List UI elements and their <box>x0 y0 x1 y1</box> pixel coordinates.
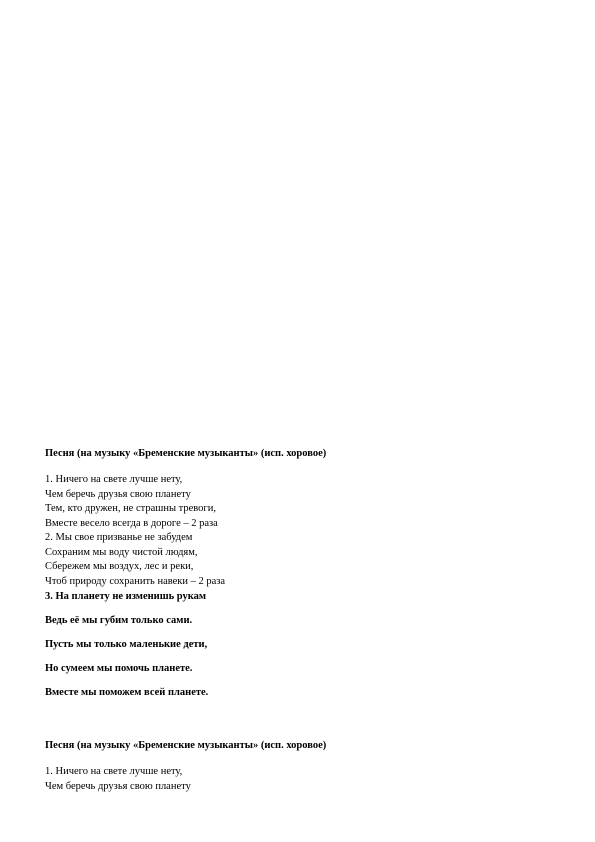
lyric-line: Тем, кто дружен, не страшны тревоги, <box>45 503 216 514</box>
bold-lyric-line: Но сумеем мы помочь планете. <box>45 663 193 674</box>
lyric-line: Чем беречь друзья свою планету <box>45 488 191 500</box>
lyric-line: 1. Ничего на свете лучше нету, <box>45 474 183 485</box>
lyric-line: 1. Ничего на свете лучше нету, <box>45 766 183 777</box>
bold-lyric-line: Пусть мы только маленькие дети, <box>45 639 208 650</box>
song-section-1 <box>45 447 565 710</box>
lyric-line: Чтоб природу сохранить навеки – 2 раза <box>45 575 226 587</box>
bold-lyric-line: 3. На планету не изменишь рукам <box>45 591 206 602</box>
bold-lyric-line: Ведь её мы губим только сами. <box>45 615 193 626</box>
lyric-line: Чем беречь друзья свою планету <box>45 780 191 792</box>
song-heading: Песня (на музыку «Бременские музыканты» (исп. хоровое) <box>45 740 327 751</box>
lyric-line: Вместе весело всегда в дороге – 2 раза <box>45 517 218 529</box>
lyric-line: 2. Мы свое призванье не забудем <box>45 532 193 543</box>
bold-lyric-line: Вместе мы поможем всей планете. <box>45 687 209 698</box>
song-heading: Песня (на музыку «Бременские музыканты» (исп. хоровое) <box>45 448 327 459</box>
lyric-line: Сбережем мы воздух, лес и реки, <box>45 561 194 572</box>
song-section-2 <box>45 739 565 794</box>
lyric-line: Сохраним мы воду чистой людям, <box>45 546 198 558</box>
